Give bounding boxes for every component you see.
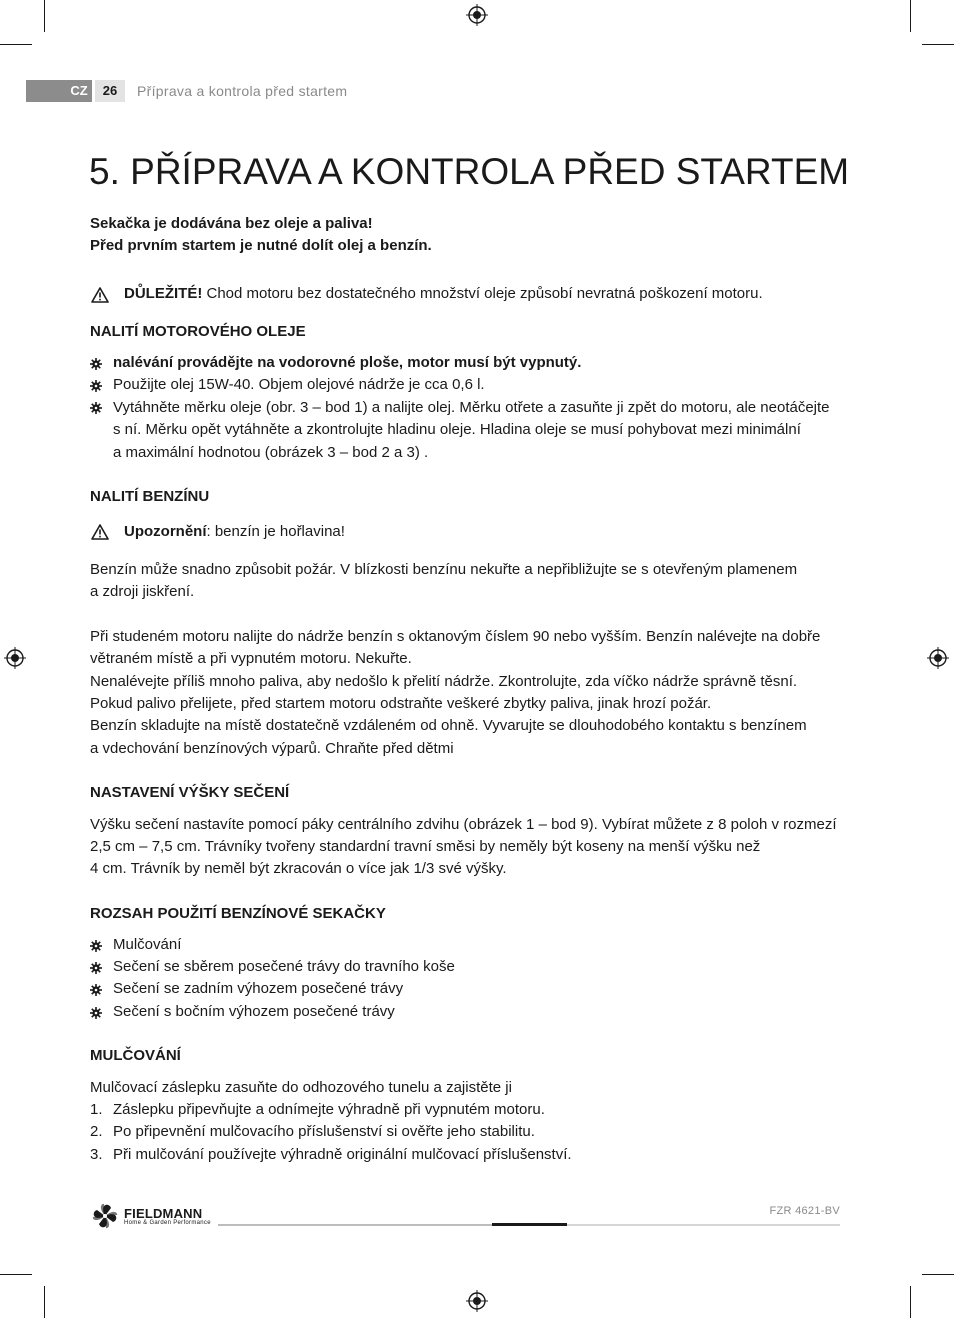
page-number: 26 bbox=[95, 80, 125, 102]
fuel-warning bbox=[124, 521, 345, 543]
important-text: Chod motoru bez dostatečného množství oleje způsobí nevratná poškození motoru. bbox=[206, 285, 763, 302]
fuel-paragraph: Nenalévejte příliš mnoho paliva, aby nedošlo k přelití nádrže. Zkontrolujte, zda víčko nádrže správně těsní. bbox=[90, 673, 798, 690]
brand-name: FIELDMANN bbox=[124, 1206, 203, 1221]
step-text: Po připevnění mulčovacího příslušenství si ověřte jeho stabilitu. bbox=[113, 1123, 535, 1140]
fuel-paragraph: a vdechování benzínových výparů. Chraňte před dětmi bbox=[90, 740, 454, 757]
running-title: Příprava a kontrola před startem bbox=[137, 83, 348, 99]
fuel-paragraph: a zdroji jiskření. bbox=[90, 583, 195, 600]
warning-triangle-icon bbox=[91, 524, 109, 540]
crop-mark bbox=[922, 1274, 954, 1275]
usage-item: Sečení se zadním výhozem posečené trávy bbox=[113, 980, 404, 997]
section-heading-mulching: MULČOVÁNÍ bbox=[90, 1047, 181, 1064]
step-number: 1. bbox=[90, 1101, 103, 1118]
mulching-intro: Mulčovací záslepku zasuňte do odhozového tunelu a zajistěte ji bbox=[90, 1079, 512, 1096]
section-heading-fuel: NALITÍ BENZÍNU bbox=[90, 488, 210, 505]
oil-bullet: Vytáhněte měrku oleje (obr. 3 – bod 1) a nalijte olej. Měrku otřete a zasuňte ji zpět do motoru, ale neotáčejte bbox=[113, 399, 830, 416]
gear-bullet-icon bbox=[90, 962, 102, 974]
intro-line: Před prvním startem je nutné dolít olej a benzín. bbox=[90, 237, 432, 254]
registration-mark-icon bbox=[466, 1290, 488, 1312]
registration-mark-icon bbox=[466, 4, 488, 26]
oil-bullet: nalévání provádějte na vodorovné ploše, motor musí být vypnutý. bbox=[113, 354, 582, 371]
intro-line: Sekačka je dodávána bez oleje a paliva! bbox=[90, 215, 373, 232]
brand-tagline: Home & Garden Performance bbox=[124, 1220, 211, 1226]
height-paragraph: Výšku sečení nastavíte pomocí páky centrálního zdvihu (obrázek 1 – bod 9). Vybírat můžete z 8 poloh v rozmezí bbox=[90, 816, 837, 833]
crop-mark bbox=[922, 44, 954, 45]
section-heading-height: NASTAVENÍ VÝŠKY SEČENÍ bbox=[90, 784, 290, 801]
usage-item: Sečení se sběrem posečené trávy do travního koše bbox=[113, 958, 455, 975]
registration-mark-icon bbox=[927, 647, 949, 669]
important-note bbox=[124, 283, 763, 305]
oil-bullet: Použijte olej 15W-40. Objem olejové nádrže je cca 0,6 l. bbox=[113, 376, 485, 393]
gear-bullet-icon bbox=[90, 402, 102, 414]
gear-bullet-icon bbox=[90, 984, 102, 996]
fuel-paragraph: Benzín může snadno způsobit požár. V blízkosti benzínu nekuřte a nepřibližujte se s otevřeným plamenem bbox=[90, 561, 798, 578]
crop-mark bbox=[0, 1274, 32, 1275]
crop-mark bbox=[44, 0, 45, 32]
section-heading-usage: ROZSAH POUŽITÍ BENZÍNOVÉ SEKAČKY bbox=[90, 905, 386, 922]
fuel-warning-text: : benzín je hořlavina! bbox=[206, 523, 345, 540]
usage-item: Sečení s bočním výhozem posečené trávy bbox=[113, 1003, 395, 1020]
step-text: Při mulčování používejte výhradně originální mulčovací příslušenství. bbox=[113, 1146, 572, 1163]
crop-mark bbox=[910, 1286, 911, 1318]
oil-bullet-cont: a maximální hodnotou (obrázek 3 – bod 2 a 3) . bbox=[113, 444, 429, 461]
fuel-warning-label: Upozornění bbox=[124, 523, 207, 540]
registration-mark-icon bbox=[4, 647, 26, 669]
footer-rule bbox=[218, 1224, 492, 1226]
footer-rule-accent bbox=[492, 1223, 567, 1226]
important-label: DŮLEŽITÉ! bbox=[124, 285, 203, 302]
fuel-paragraph: Benzín skladujte na místě dostatečně vzdáleném od ohně. Vyvarujte se dlouhodobého kontaktu s benzínem bbox=[90, 717, 807, 734]
gear-bullet-icon bbox=[90, 1007, 102, 1019]
gear-bullet-icon bbox=[90, 358, 102, 370]
fuel-paragraph: Při studeném motoru nalijte do nádrže benzín s oktanovým číslem 90 nebo vyšším. Benzín nalévejte na dobře bbox=[90, 628, 821, 645]
fieldmann-fan-logo bbox=[89, 1200, 121, 1232]
crop-mark bbox=[910, 0, 911, 32]
warning-triangle-icon bbox=[91, 287, 109, 303]
model-number: FZR 4621-BV bbox=[769, 1205, 840, 1217]
gear-bullet-icon bbox=[90, 380, 102, 392]
page-title: 5. PŘÍPRAVA A KONTROLA PŘED STARTEM bbox=[89, 151, 850, 192]
height-paragraph: 2,5 cm – 7,5 cm. Trávníky tvořeny standardní travní směsi by neměly být koseny na menší výšku než bbox=[90, 838, 761, 855]
oil-bullet-cont: s ní. Měrku opět vytáhněte a zkontrolujte hladinu oleje. Hladina oleje se musí pohybovat mezi minimální bbox=[113, 421, 801, 438]
section-heading-oil: NALITÍ MOTOROVÉHO OLEJE bbox=[90, 323, 306, 340]
gear-bullet-icon bbox=[90, 940, 102, 952]
footer-rule bbox=[567, 1224, 840, 1226]
crop-mark bbox=[44, 1286, 45, 1318]
fuel-paragraph: Pokud palivo přelijete, před startem motoru odstraňte veškeré zbytky paliva, jinak hrozí požár. bbox=[90, 695, 712, 712]
step-number: 2. bbox=[90, 1123, 103, 1140]
height-paragraph: 4 cm. Trávník by neměl být zkracován o více jak 1/3 své výšky. bbox=[90, 860, 507, 877]
header-lang: CZ bbox=[70, 83, 88, 98]
step-text: Záslepku připevňujte a odnímejte výhradně při vypnutém motoru. bbox=[113, 1101, 545, 1118]
usage-item: Mulčování bbox=[113, 936, 182, 953]
step-number: 3. bbox=[90, 1146, 103, 1163]
crop-mark bbox=[0, 44, 32, 45]
fuel-paragraph: větraném místě a při vypnutém motoru. Nekuřte. bbox=[90, 650, 412, 667]
